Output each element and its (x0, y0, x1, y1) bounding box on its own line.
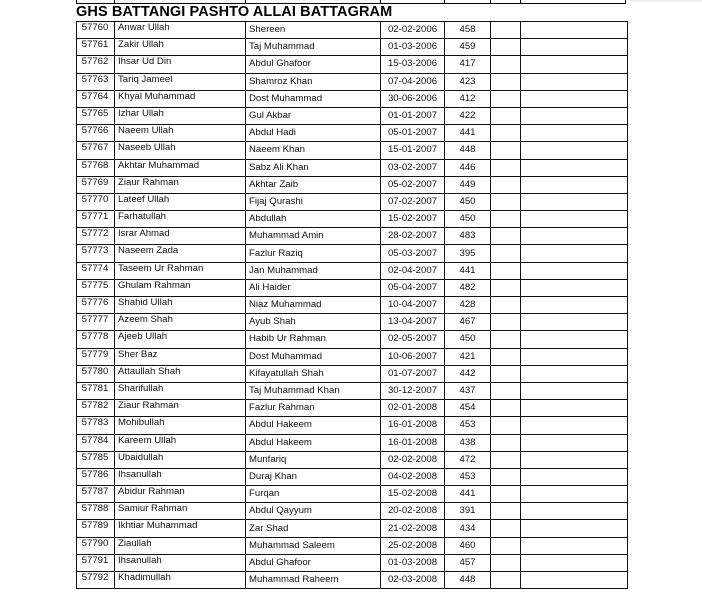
father-name-cell: Abdul Qayyum (246, 503, 381, 520)
date-of-birth-cell: 16-01-2008 (381, 434, 445, 451)
student-name-cell: Taseem Ur Rahman (115, 262, 246, 279)
remarks-cell (521, 314, 628, 331)
marks-cell: 454 (445, 400, 491, 417)
marks-cell: 450 (445, 211, 491, 228)
blank-cell (491, 211, 521, 228)
table-row (77, 503, 628, 520)
remarks-cell (521, 348, 628, 365)
roll-number-cell: 57779 (77, 348, 115, 365)
roll-number-cell: 57789 (77, 520, 115, 537)
marks-cell: 460 (445, 537, 491, 554)
table-row (77, 73, 628, 90)
student-name-cell: Ziaur Rahman (115, 176, 246, 193)
marks-cell: 459 (445, 39, 491, 56)
father-name-cell: Kifayatullah Shah (246, 365, 381, 382)
remarks-cell (521, 211, 628, 228)
student-name-cell: Akhtar Muhammad (115, 159, 246, 176)
remarks-cell (521, 503, 628, 520)
roll-number-cell: 57780 (77, 365, 115, 382)
blank-cell (491, 520, 521, 537)
student-name-cell: Tariq Jameel (115, 73, 246, 90)
roll-number-cell: 57765 (77, 107, 115, 124)
blank-cell (491, 245, 521, 262)
marks-cell: 412 (445, 90, 491, 107)
father-name-cell: Taj Muhammad Khan (246, 382, 381, 399)
marks-cell: 458 (445, 22, 491, 39)
remarks-cell (521, 417, 628, 434)
marks-cell: 437 (445, 382, 491, 399)
blank-cell (491, 365, 521, 382)
date-of-birth-cell: 03-02-2007 (381, 159, 445, 176)
remarks-cell (521, 228, 628, 245)
table-row (77, 468, 628, 485)
remarks-cell (521, 159, 628, 176)
marks-cell: 453 (445, 417, 491, 434)
date-of-birth-cell: 01-03-2008 (381, 554, 445, 571)
father-name-cell: Gul Akbar (246, 107, 381, 124)
blank-cell (491, 451, 521, 468)
student-name-cell: Izhar Ullah (115, 107, 246, 124)
roll-number-cell: 57771 (77, 211, 115, 228)
father-name-cell: Muhammad Raheem (246, 572, 381, 589)
roll-number-cell: 57792 (77, 572, 115, 589)
date-of-birth-cell: 30-12-2007 (381, 382, 445, 399)
father-name-cell: Fijaj Qurashi (246, 193, 381, 210)
blank-cell (491, 486, 521, 503)
roll-number-cell: 57787 (77, 486, 115, 503)
remarks-cell (521, 434, 628, 451)
table-row (77, 348, 628, 365)
roll-number-cell: 57786 (77, 468, 115, 485)
father-name-cell: Naeem Khan (246, 142, 381, 159)
remarks-cell (521, 73, 628, 90)
blank-cell (491, 22, 521, 39)
date-of-birth-cell: 05-01-2007 (381, 125, 445, 142)
father-name-cell: Taj Muhammad (246, 39, 381, 56)
roll-number-cell: 57760 (77, 22, 115, 39)
marks-cell: 391 (445, 503, 491, 520)
father-name-cell: Dost Muhammad (246, 90, 381, 107)
date-of-birth-cell: 02-03-2008 (381, 572, 445, 589)
roll-number-cell: 57781 (77, 382, 115, 399)
marks-cell: 472 (445, 451, 491, 468)
father-name-cell: Jan Muhammad (246, 262, 381, 279)
marks-cell: 449 (445, 176, 491, 193)
remarks-cell (521, 125, 628, 142)
date-of-birth-cell: 30-06-2006 (381, 90, 445, 107)
table-row (77, 554, 628, 571)
roll-number-cell: 57785 (77, 451, 115, 468)
student-name-cell: Shahid Ullah (115, 297, 246, 314)
father-name-cell: Zar Shad (246, 520, 381, 537)
remarks-cell (521, 176, 628, 193)
table-row (77, 22, 628, 39)
student-name-cell: Samiur Rahman (115, 503, 246, 520)
student-name-cell: Sher Baz (115, 348, 246, 365)
student-name-cell: Ikhtiar Muhammad (115, 520, 246, 537)
blank-cell (491, 107, 521, 124)
father-name-cell: Duraj Khan (246, 468, 381, 485)
student-name-cell: Naseem Zada (115, 245, 246, 262)
table-row (77, 107, 628, 124)
remarks-cell (521, 365, 628, 382)
student-name-cell: Ziaur Rahman (115, 400, 246, 417)
table-row (77, 537, 628, 554)
student-name-cell: Anwar Ullah (115, 22, 246, 39)
table-row (77, 125, 628, 142)
table-row (77, 520, 628, 537)
roll-number-cell: 57784 (77, 434, 115, 451)
date-of-birth-cell: 25-02-2008 (381, 537, 445, 554)
date-of-birth-cell: 07-04-2006 (381, 73, 445, 90)
roll-number-cell: 57791 (77, 554, 115, 571)
roll-number-cell: 57774 (77, 262, 115, 279)
marks-cell: 446 (445, 159, 491, 176)
father-name-cell: Ali Haider (246, 279, 381, 296)
marks-cell: 453 (445, 468, 491, 485)
blank-cell (491, 434, 521, 451)
marks-cell: 417 (445, 56, 491, 73)
father-name-cell: Abdul Hakeem (246, 434, 381, 451)
table-row (77, 176, 628, 193)
roll-number-cell: 57788 (77, 503, 115, 520)
roll-number-cell: 57770 (77, 193, 115, 210)
date-of-birth-cell: 15-01-2007 (381, 142, 445, 159)
blank-cell (491, 56, 521, 73)
remarks-cell (521, 468, 628, 485)
table-row (77, 245, 628, 262)
student-name-cell: Abidur Rahman (115, 486, 246, 503)
table-row (77, 434, 628, 451)
table-row (77, 211, 628, 228)
date-of-birth-cell: 15-02-2007 (381, 211, 445, 228)
marks-cell: 422 (445, 107, 491, 124)
date-of-birth-cell: 01-07-2007 (381, 365, 445, 382)
remarks-cell (521, 486, 628, 503)
father-name-cell: Dost Muhammad (246, 348, 381, 365)
father-name-cell: Muhammad Amin (246, 228, 381, 245)
blank-cell (491, 400, 521, 417)
table-row (77, 142, 628, 159)
remarks-cell (521, 297, 628, 314)
marks-cell: 441 (445, 486, 491, 503)
blank-cell (491, 417, 521, 434)
roll-number-cell: 57782 (77, 400, 115, 417)
roll-number-cell: 57761 (77, 39, 115, 56)
marks-cell: 448 (445, 572, 491, 589)
blank-cell (491, 503, 521, 520)
table-row (77, 90, 628, 107)
table-row (77, 331, 628, 348)
roll-number-cell: 57778 (77, 331, 115, 348)
remarks-cell (521, 331, 628, 348)
blank-cell (491, 537, 521, 554)
student-name-cell: Ihsanullah (115, 554, 246, 571)
roll-number-cell: 57777 (77, 314, 115, 331)
student-name-cell: Ihsar Ud Din (115, 56, 246, 73)
marks-cell: 395 (445, 245, 491, 262)
father-name-cell: Abdul Hakeem (246, 417, 381, 434)
remarks-cell (521, 56, 628, 73)
roll-number-cell: 57783 (77, 417, 115, 434)
student-name-cell: Khadimullah (115, 572, 246, 589)
school-title: GHS BATTANGI PASHTO ALLAI BATTAGRAM (76, 4, 393, 20)
remarks-cell (521, 554, 628, 571)
table-row (77, 228, 628, 245)
student-name-cell: Azeem Shah (115, 314, 246, 331)
date-of-birth-cell: 10-06-2007 (381, 348, 445, 365)
marks-cell: 428 (445, 297, 491, 314)
table-row (77, 297, 628, 314)
date-of-birth-cell: 07-02-2007 (381, 193, 445, 210)
table-row (77, 365, 628, 382)
date-of-birth-cell: 01-01-2007 (381, 107, 445, 124)
date-of-birth-cell: 04-02-2008 (381, 468, 445, 485)
marks-cell: 438 (445, 434, 491, 451)
father-name-cell: Niaz Muhammad (246, 297, 381, 314)
remarks-cell (521, 107, 628, 124)
roll-number-cell: 57763 (77, 73, 115, 90)
table-row (77, 314, 628, 331)
marks-cell: 482 (445, 279, 491, 296)
father-name-cell: Abdul Ghafoor (246, 554, 381, 571)
date-of-birth-cell: 16-01-2008 (381, 417, 445, 434)
table-row (77, 572, 628, 589)
student-name-cell: Lateef Ullah (115, 193, 246, 210)
results-table (76, 21, 628, 589)
remarks-cell (521, 537, 628, 554)
blank-cell (491, 262, 521, 279)
table-row (77, 193, 628, 210)
blank-cell (491, 572, 521, 589)
date-of-birth-cell: 02-04-2007 (381, 262, 445, 279)
father-name-cell: Furqan (246, 486, 381, 503)
father-name-cell: Abdul Hadi (246, 125, 381, 142)
marks-cell: 441 (445, 262, 491, 279)
student-name-cell: Attaullah Shah (115, 365, 246, 382)
table-row (77, 417, 628, 434)
student-name-cell: Zakir Ullah (115, 39, 246, 56)
remarks-cell (521, 279, 628, 296)
blank-cell (491, 176, 521, 193)
roll-number-cell: 57772 (77, 228, 115, 245)
blank-cell (491, 314, 521, 331)
page-edge-shadow (630, 0, 702, 4)
student-name-cell: Farhatullah (115, 211, 246, 228)
remarks-cell (521, 90, 628, 107)
roll-number-cell: 57769 (77, 176, 115, 193)
date-of-birth-cell: 02-05-2007 (381, 331, 445, 348)
blank-cell (491, 554, 521, 571)
father-name-cell: Ayub Shah (246, 314, 381, 331)
marks-cell: 483 (445, 228, 491, 245)
table-row (77, 382, 628, 399)
father-name-cell: Shamroz Khan (246, 73, 381, 90)
date-of-birth-cell: 02-01-2008 (381, 400, 445, 417)
marks-cell: 442 (445, 365, 491, 382)
date-of-birth-cell: 05-02-2007 (381, 176, 445, 193)
blank-cell (491, 193, 521, 210)
date-of-birth-cell: 15-03-2006 (381, 56, 445, 73)
date-of-birth-cell: 02-02-2008 (381, 451, 445, 468)
father-name-cell: Shereen (246, 22, 381, 39)
marks-cell: 421 (445, 348, 491, 365)
marks-cell: 434 (445, 520, 491, 537)
remarks-cell (521, 382, 628, 399)
roll-number-cell: 57767 (77, 142, 115, 159)
blank-cell (491, 90, 521, 107)
roll-number-cell: 57790 (77, 537, 115, 554)
date-of-birth-cell: 01-03-2006 (381, 39, 445, 56)
remarks-cell (521, 39, 628, 56)
roll-number-cell: 57762 (77, 56, 115, 73)
father-name-cell: Fazlur Rahman (246, 400, 381, 417)
father-name-cell: Munfariq (246, 451, 381, 468)
blank-cell (491, 279, 521, 296)
date-of-birth-cell: 02-02-2006 (381, 22, 445, 39)
marks-cell: 450 (445, 331, 491, 348)
date-of-birth-cell: 05-04-2007 (381, 279, 445, 296)
student-name-cell: Mohibullah (115, 417, 246, 434)
student-name-cell: Khyal Muhammad (115, 90, 246, 107)
remarks-cell (521, 400, 628, 417)
student-name-cell: Ziaullah (115, 537, 246, 554)
blank-cell (491, 297, 521, 314)
remarks-cell (521, 572, 628, 589)
father-name-cell: Abdullah (246, 211, 381, 228)
father-name-cell: Fazlur Raziq (246, 245, 381, 262)
date-of-birth-cell: 28-02-2007 (381, 228, 445, 245)
remarks-cell (521, 245, 628, 262)
table-row (77, 39, 628, 56)
table-row (77, 400, 628, 417)
table-row (77, 279, 628, 296)
student-name-cell: Ihsanullah (115, 468, 246, 485)
table-row (77, 56, 628, 73)
remarks-cell (521, 262, 628, 279)
father-name-cell: Akhtar Zaib (246, 176, 381, 193)
roll-number-cell: 57773 (77, 245, 115, 262)
father-name-cell: Sabz Ali Khan (246, 159, 381, 176)
marks-cell: 448 (445, 142, 491, 159)
roll-number-cell: 57768 (77, 159, 115, 176)
father-name-cell: Abdul Ghafoor (246, 56, 381, 73)
student-name-cell: Naseeb Ullah (115, 142, 246, 159)
marks-cell: 423 (445, 73, 491, 90)
blank-cell (491, 39, 521, 56)
blank-cell (491, 228, 521, 245)
table-row (77, 486, 628, 503)
student-name-cell: Israr Ahmad (115, 228, 246, 245)
blank-cell (491, 73, 521, 90)
student-name-cell: Sharifullah (115, 382, 246, 399)
student-name-cell: Ghulam Rahman (115, 279, 246, 296)
student-name-cell: Kareem Ullah (115, 434, 246, 451)
blank-cell (491, 142, 521, 159)
blank-cell (491, 159, 521, 176)
roll-number-cell: 57766 (77, 125, 115, 142)
date-of-birth-cell: 10-04-2007 (381, 297, 445, 314)
date-of-birth-cell: 13-04-2007 (381, 314, 445, 331)
date-of-birth-cell: 20-02-2008 (381, 503, 445, 520)
remarks-cell (521, 22, 628, 39)
father-name-cell: Habib Ur Rahman (246, 331, 381, 348)
blank-cell (491, 348, 521, 365)
marks-cell: 467 (445, 314, 491, 331)
table-row (77, 451, 628, 468)
blank-cell (491, 382, 521, 399)
roll-number-cell: 57775 (77, 279, 115, 296)
table-row (77, 262, 628, 279)
remarks-cell (521, 142, 628, 159)
student-name-cell: Naeem Ullah (115, 125, 246, 142)
father-name-cell: Muhammad Saleem (246, 537, 381, 554)
roll-number-cell: 57764 (77, 90, 115, 107)
student-name-cell: Ubaidullah (115, 451, 246, 468)
blank-cell (491, 331, 521, 348)
remarks-cell (521, 193, 628, 210)
remarks-cell (521, 520, 628, 537)
marks-cell: 450 (445, 193, 491, 210)
date-of-birth-cell: 21-02-2008 (381, 520, 445, 537)
marks-cell: 441 (445, 125, 491, 142)
remarks-cell (521, 451, 628, 468)
student-name-cell: Ajeeb Ullah (115, 331, 246, 348)
blank-cell (491, 468, 521, 485)
table-row (77, 159, 628, 176)
date-of-birth-cell: 05-03-2007 (381, 245, 445, 262)
blank-cell (491, 125, 521, 142)
marks-cell: 457 (445, 554, 491, 571)
date-of-birth-cell: 15-02-2008 (381, 486, 445, 503)
roll-number-cell: 57776 (77, 297, 115, 314)
